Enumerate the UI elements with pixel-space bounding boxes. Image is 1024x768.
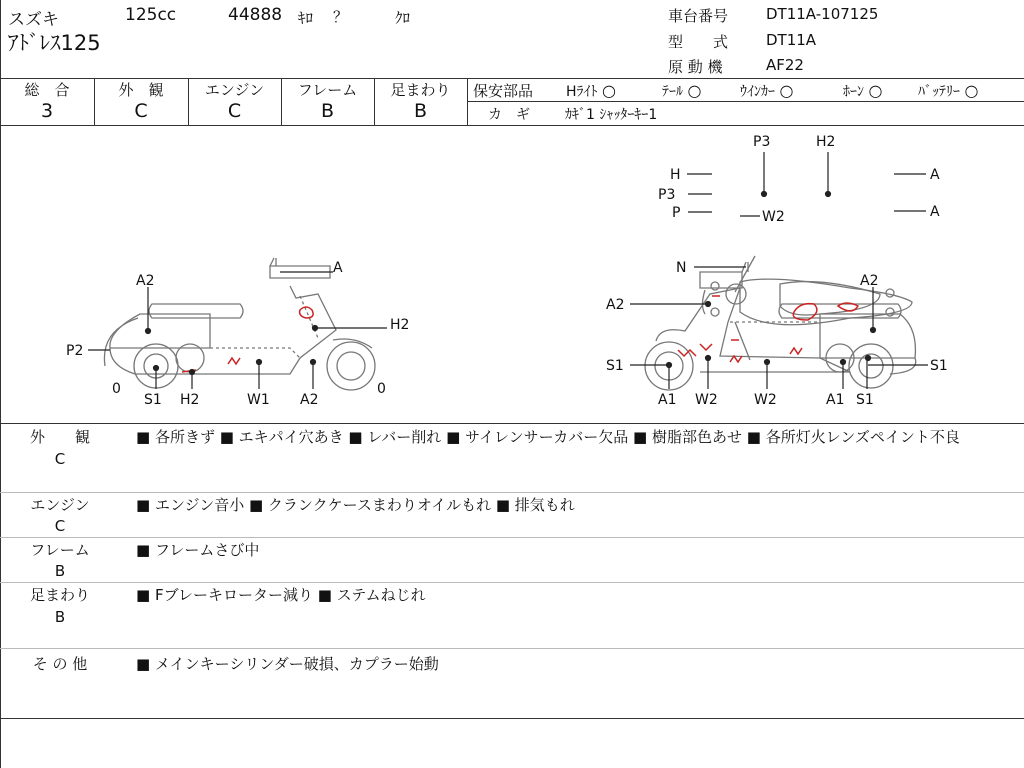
label-right-a2-seat: A2 — [860, 273, 879, 289]
frame-grade: B — [320, 100, 335, 122]
divider — [0, 492, 1024, 493]
mileage: 44888 — [228, 5, 283, 25]
engine-value: AF22 — [766, 56, 804, 74]
safety-item-winker: ｳｲﾝｶｰ ○ — [740, 81, 794, 100]
label-left-h2: H2 — [390, 317, 410, 333]
safety-label: 保安部品 — [473, 82, 534, 100]
label-right-a1-rear: A1 — [826, 392, 845, 408]
label-top-p: P — [672, 205, 681, 221]
damage-marks — [182, 296, 858, 372]
engine-grade-label: エンジン — [204, 81, 265, 99]
safety-item-tail: ﾃｰﾙ ○ — [662, 81, 702, 100]
engine-label: 原 動 機 — [668, 58, 723, 76]
suspension-grade-label: 足まわり — [390, 81, 451, 99]
leader-lines — [88, 152, 928, 389]
other-section-label: そ の 他 — [32, 655, 88, 673]
engine-remarks: ■ エンジン音小 ■ クランクケースまわりオイルもれ ■ 排気もれ — [136, 496, 575, 514]
label-top-h2: H2 — [816, 134, 836, 150]
body-color: ｸﾛ — [395, 9, 411, 27]
label-left-h2-bottom: H2 — [180, 392, 200, 408]
engine-section-label: エンジン — [30, 496, 90, 514]
divider — [0, 718, 1024, 719]
frame-no: DT11A-107125 — [766, 5, 879, 23]
label-right-s1-left: S1 — [606, 358, 624, 374]
divider — [467, 78, 468, 125]
type-label: 型 式 — [668, 33, 729, 51]
exterior-section-grade: C — [54, 450, 66, 468]
engine-grade: C — [227, 100, 242, 122]
model-name: ｱﾄﾞﾚｽ125 — [8, 31, 101, 55]
label-left-0-front: 0 — [377, 381, 386, 397]
divider — [0, 537, 1024, 538]
other-remarks: ■ メインキーシリンダー破損、カプラー始動 — [136, 655, 439, 673]
label-right-s1-rear: S1 — [856, 392, 874, 408]
suspension-section-grade: B — [54, 608, 66, 626]
key-value: ｶｷﾞ1 ｼｬｯﾀｰｷｰ1 — [565, 107, 658, 123]
overall-grade: 3 — [40, 100, 54, 122]
label-left-s1: S1 — [144, 392, 162, 408]
divider — [0, 423, 1024, 424]
overall-label: 総 合 — [24, 81, 70, 99]
label-left-a2-seat: A2 — [136, 273, 155, 289]
suspension-grade: B — [413, 100, 428, 122]
divider — [468, 101, 1024, 102]
divider — [0, 582, 1024, 583]
frame-no-label: 車台番号 — [668, 7, 729, 25]
damage-diagram — [0, 126, 1024, 424]
exterior-remarks: ■ 各所きず ■ エキパイ穴あき ■ レバー削れ ■ サイレンサーカバー欠品 ■ 樹脂部色あせ ■ 各所灯火レンズペイント不良 — [136, 428, 960, 446]
label-top-w2: W2 — [762, 209, 785, 225]
exterior-label: 外 観 — [118, 81, 164, 99]
maker: スズキ — [8, 10, 59, 30]
label-right-s1-right: S1 — [930, 358, 948, 374]
label-left-a: A — [333, 260, 343, 276]
label-right-a2-front: A2 — [606, 297, 625, 313]
exterior-grade: C — [134, 100, 148, 122]
frame-section-grade: B — [54, 562, 66, 580]
label-top-a-lower: A — [930, 204, 940, 220]
engine-section-grade: C — [54, 517, 66, 535]
label-top-h: H — [670, 167, 681, 183]
mileage-unit: ｷﾛ — [298, 9, 314, 27]
label-right-a1-front: A1 — [658, 392, 677, 408]
frame-section-label: フレーム — [30, 541, 90, 559]
label-left-0-rear: 0 — [112, 381, 121, 397]
label-right-w2-mid: W2 — [754, 392, 777, 408]
frame-grade-label: フレーム — [297, 81, 358, 99]
suspension-remarks: ■ Fブレーキローター減り ■ ステムねじれ — [136, 586, 426, 604]
label-left-a2-bottom: A2 — [300, 392, 319, 408]
label-top-a-upper: A — [930, 167, 940, 183]
displacement: 125cc — [125, 5, 177, 25]
label-left-w1: W1 — [247, 392, 270, 408]
label-right-n: N — [676, 260, 687, 276]
unknown-mark: ？ — [333, 8, 349, 26]
type-value: DT11A — [766, 31, 817, 49]
exterior-section-label: 外 観 — [29, 428, 90, 446]
safety-item-headlight: Hﾗｲﾄ ○ — [566, 81, 616, 100]
label-left-p2: P2 — [66, 343, 84, 359]
label-right-w2-front: W2 — [695, 392, 718, 408]
label-top-p3-left: P3 — [658, 187, 676, 203]
key-label: カ ギ — [488, 107, 530, 123]
safety-item-horn: ﾎｰﾝ ○ — [843, 81, 883, 100]
label-top-p3: P3 — [753, 134, 771, 150]
divider — [0, 648, 1024, 649]
safety-item-battery: ﾊﾞｯﾃﾘｰ ○ — [918, 81, 979, 100]
frame-remarks: ■ フレームさび中 — [136, 541, 260, 559]
suspension-section-label: 足まわり — [29, 586, 90, 604]
